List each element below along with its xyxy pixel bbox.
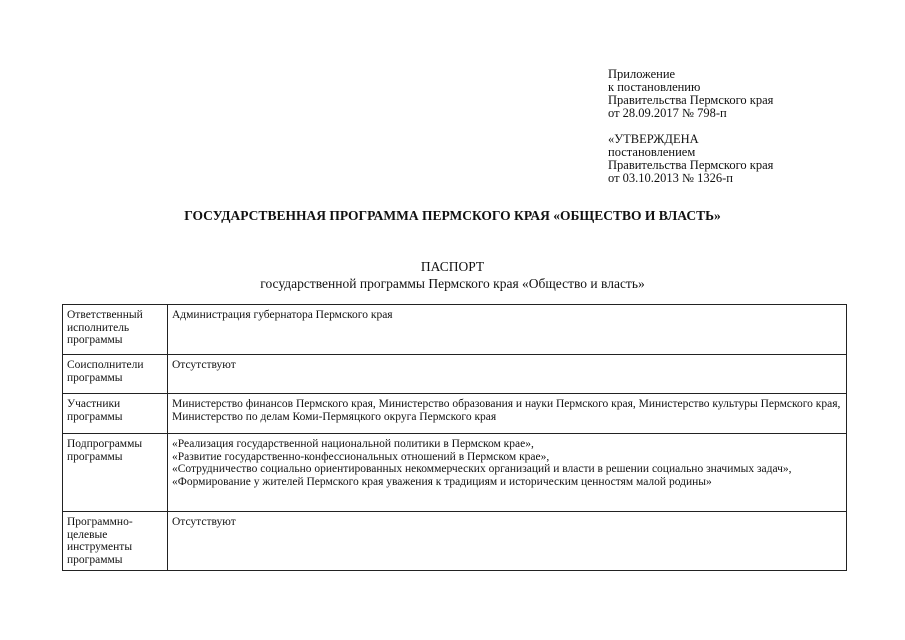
- appendix-block: [608, 68, 773, 120]
- approved-line: постановлением: [608, 145, 696, 159]
- row-value-line: «Формирование у жителей Пермского края уважения к традициям и историческим ценностям малой родины»: [172, 475, 712, 488]
- appendix-line: Правительства Пермского края: [608, 93, 774, 107]
- row-value: [168, 434, 847, 512]
- row-value-line: «Развитие государственно-конфессиональных отношений в Пермском крае»,: [172, 450, 550, 463]
- table-row: [63, 355, 847, 394]
- approved-line: Правительства Пермского края: [608, 158, 774, 172]
- row-value-line: Администрация губернатора Пермского края: [172, 309, 393, 321]
- row-value-line: Министерство финансов Пермского края, Министерство образования и науки Пермского края, Министерство культуры Пермского края, Министерство по делам Коми-Пермяцкого округа Пермского края: [172, 398, 841, 423]
- approved-line: от 03.10.2013 № 1326-п: [608, 171, 733, 185]
- appendix-line: от 28.09.2017 № 798-п: [608, 106, 727, 120]
- table-row: [63, 434, 847, 512]
- row-value-line: «Сотрудничество социально ориентированных некоммерческих организаций и власти в решении социально значимых задач»,: [172, 463, 792, 475]
- approved-block: [608, 133, 773, 185]
- passport-subtitle: государственной программы Пермского края «Общество и власть»: [260, 276, 645, 291]
- row-value-line: Отсутствуют: [172, 359, 236, 371]
- appendix-line: Приложение: [608, 67, 676, 81]
- row-label: Соисполнители программы: [63, 355, 168, 394]
- table-row: [63, 394, 847, 434]
- row-value: [168, 355, 847, 394]
- approved-line: «УТВЕРЖДЕНА: [608, 132, 699, 146]
- row-value-line: Отсутствуют: [172, 516, 236, 528]
- table-row: [63, 305, 847, 355]
- passport-heading: [0, 258, 905, 292]
- passport-title: ПАСПОРТ: [420, 259, 485, 274]
- row-value-line: «Реализация государственной национальной политики в Пермском крае»,: [172, 438, 534, 450]
- passport-table: [62, 304, 847, 571]
- table-row: [63, 512, 847, 571]
- row-label: Участники программы: [63, 394, 168, 434]
- row-label: Подпрограммы программы: [63, 434, 168, 512]
- row-value: [168, 305, 847, 355]
- document-title: ГОСУДАРСТВЕННАЯ ПРОГРАММА ПЕРМСКОГО КРАЯ «ОБЩЕСТВО И ВЛАСТЬ»: [184, 208, 721, 223]
- row-value: [168, 512, 847, 571]
- appendix-line: к постановлению: [608, 80, 701, 94]
- row-label: Программно-целевые инструменты программы: [63, 512, 168, 571]
- row-label: Ответственный исполнитель программы: [63, 305, 168, 355]
- row-value: [168, 394, 847, 434]
